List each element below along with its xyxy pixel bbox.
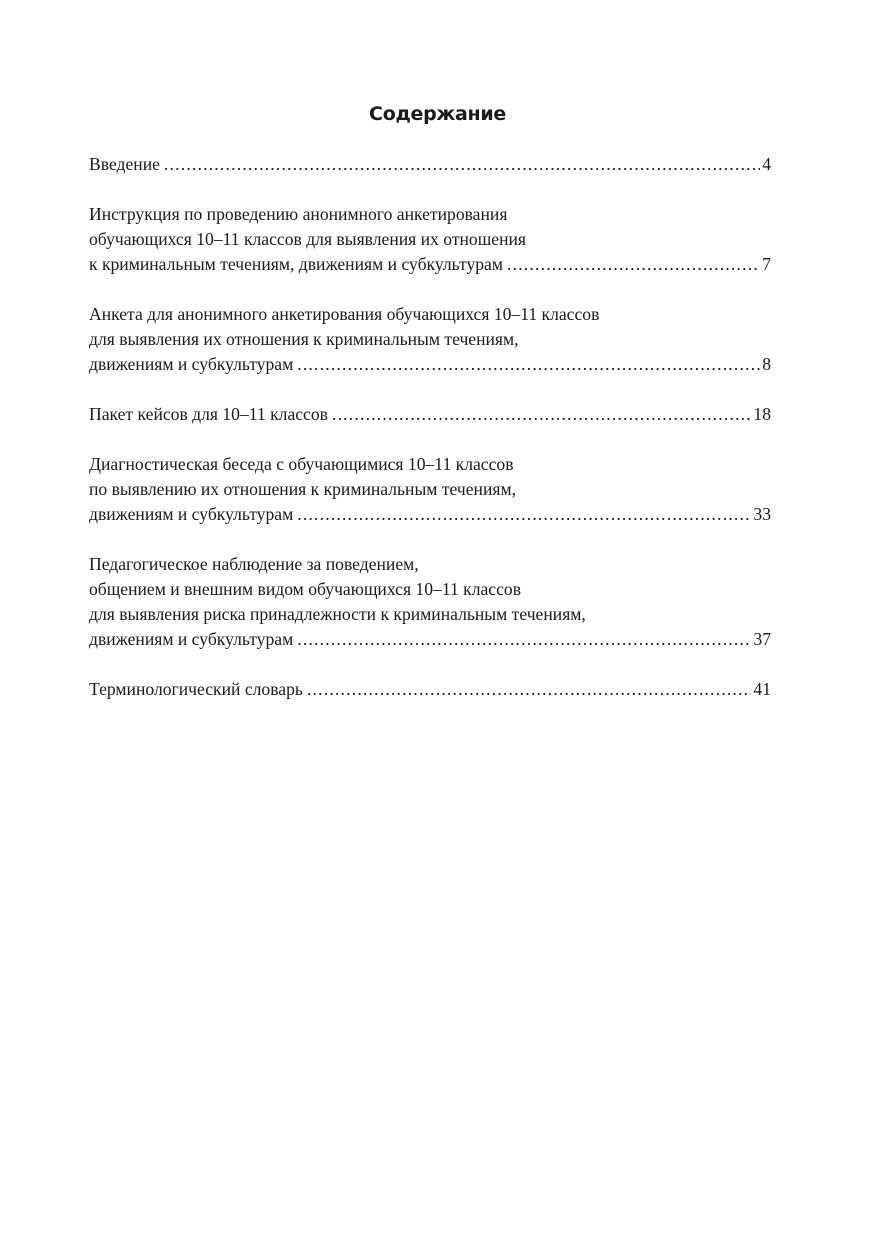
toc-page-number: 8 bbox=[762, 354, 771, 374]
dot-leader bbox=[164, 152, 760, 177]
toc-entry-text: к криминальным течениям, движениям и субкультурам bbox=[89, 254, 503, 274]
toc-entry-line: по выявлению их отношения к криминальным течениям, bbox=[89, 479, 517, 499]
toc-entry-line bbox=[89, 502, 771, 527]
dot-leader bbox=[507, 252, 760, 277]
toc-entry-diagnostic-conversation[interactable] bbox=[89, 452, 771, 527]
toc-entry-text: движениям и субкультурам bbox=[89, 629, 294, 649]
toc-entry-line bbox=[89, 677, 771, 702]
toc-entry-line: для выявления их отношения к криминальным течениям, bbox=[89, 329, 519, 349]
toc-entry-line bbox=[89, 252, 771, 277]
toc-page-number: 7 bbox=[762, 254, 771, 274]
toc-entry-line: общением и внешним видом обучающихся 10–11 классов bbox=[89, 579, 522, 599]
toc-entry-line: для выявления риска принадлежности к криминальным течениям, bbox=[89, 604, 586, 624]
toc-page-number: 33 bbox=[753, 504, 771, 524]
toc-entry-line bbox=[89, 402, 771, 427]
table-of-contents bbox=[89, 152, 771, 727]
toc-entry-pedagogical-observation[interactable] bbox=[89, 552, 771, 652]
toc-entry-introduction[interactable] bbox=[89, 152, 771, 177]
toc-entry-case-package[interactable] bbox=[89, 402, 771, 427]
toc-entry-line: обучающихся 10–11 классов для выявления их отношения bbox=[89, 229, 526, 249]
toc-entry-line bbox=[89, 352, 771, 377]
toc-entry-text: Пакет кейсов для 10–11 классов bbox=[89, 404, 328, 424]
toc-entry-text: движениям и субкультурам bbox=[89, 504, 294, 524]
dot-leader bbox=[297, 627, 751, 652]
toc-entry-text: движениям и субкультурам bbox=[89, 354, 294, 374]
toc-entry-line bbox=[89, 152, 771, 177]
dot-leader bbox=[297, 352, 760, 377]
toc-entry-glossary[interactable] bbox=[89, 677, 771, 702]
toc-entry-line bbox=[89, 627, 771, 652]
dot-leader bbox=[332, 402, 751, 427]
dot-leader bbox=[307, 677, 751, 702]
toc-entry-text: Терминологический словарь bbox=[89, 679, 303, 699]
toc-entry-line: Педагогическое наблюдение за поведением, bbox=[89, 554, 419, 574]
toc-page-number: 18 bbox=[753, 404, 771, 424]
toc-entry-text: Введение bbox=[89, 154, 160, 174]
toc-entry-line: Диагностическая беседа с обучающимися 10–11 классов bbox=[89, 454, 514, 474]
toc-entry-line: Анкета для анонимного анкетирования обучающихся 10–11 классов bbox=[89, 304, 600, 324]
toc-entry-questionnaire[interactable] bbox=[89, 302, 771, 377]
toc-page-number: 37 bbox=[753, 629, 771, 649]
toc-entry-line: Инструкция по проведению анонимного анкетирования bbox=[89, 204, 508, 224]
toc-entry-instruction[interactable] bbox=[89, 202, 771, 277]
page-title: Содержание bbox=[369, 103, 506, 125]
dot-leader bbox=[297, 502, 751, 527]
toc-page-number: 4 bbox=[762, 154, 771, 174]
toc-page-number: 41 bbox=[753, 679, 771, 699]
